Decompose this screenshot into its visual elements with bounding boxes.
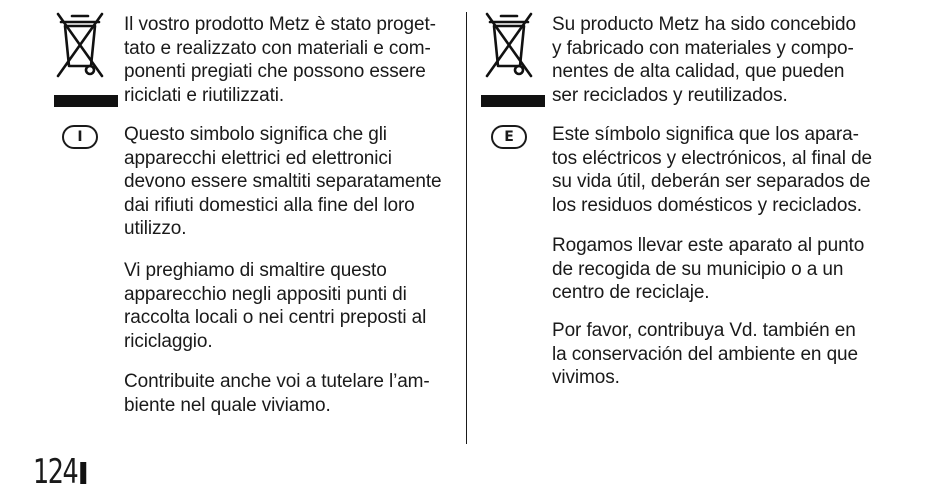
line: Su producto Metz ha sido concebido: [552, 14, 856, 35]
line: riciclaggio.: [124, 330, 213, 352]
line: Este símbolo significa que los apara-: [552, 124, 859, 145]
line: apparecchio negli appositi punti di: [124, 283, 407, 305]
line: utilizzo.: [124, 218, 187, 240]
line: riciclati e riutilizzati.: [124, 84, 285, 106]
page-number: [33, 452, 86, 492]
line: apparecchi elettrici ed elettronici: [124, 147, 392, 169]
paragraph: [552, 234, 864, 305]
page-number-text: 124: [33, 452, 78, 492]
line: Por favor, contribuya Vd. también en: [552, 320, 856, 341]
line: Questo simbolo significa che gli: [124, 124, 387, 145]
line: Rogamos llevar este aparato al punto: [552, 235, 865, 256]
line: biente nel quale viviamo.: [124, 394, 331, 416]
paragraph: [552, 319, 858, 390]
line: dai rifiuti domestici alla fine del loro: [124, 194, 415, 216]
line: tos eléctricos y electrónicos, al final de: [552, 147, 873, 169]
line: centro de reciclaje.: [552, 282, 710, 304]
line: vivimos.: [552, 367, 620, 389]
line: Vi preghiamo di smaltire questo: [124, 260, 387, 281]
line: devono essere smaltiti separatamente: [124, 171, 442, 193]
language-badge: E: [491, 125, 527, 149]
language-badge: I: [62, 125, 98, 149]
paragraph: [552, 13, 856, 107]
line: la conservación del ambiente en que: [552, 343, 858, 365]
black-bar: [481, 95, 545, 107]
line: su vida útil, deberán ser separados de: [552, 171, 871, 193]
paragraph: [124, 259, 426, 353]
page-marker: [80, 462, 86, 484]
paragraph: [124, 123, 441, 241]
column-divider: [466, 12, 467, 444]
crossed-out-wheelie-bin-icon: [54, 10, 106, 80]
paragraph: [124, 370, 430, 417]
line: tato e realizzato con materiali e com-: [124, 37, 431, 59]
line: ponenti pregiati che possono essere: [124, 61, 426, 83]
line: Contribuite anche voi a tutelare l’am-: [124, 371, 430, 392]
line: raccolta locali o nei centri preposti al: [124, 307, 427, 329]
crossed-out-wheelie-bin-icon: [483, 10, 535, 80]
paragraph: [552, 123, 872, 217]
line: de recogida de su municipio o a un: [552, 258, 844, 280]
line: Il vostro prodotto Metz è stato proget-: [124, 14, 436, 35]
line: ser reciclados y reutilizados.: [552, 84, 788, 106]
line: y fabricado con materiales y compo-: [552, 37, 854, 59]
black-bar: [54, 95, 118, 107]
line: nentes de alta calidad, que pueden: [552, 61, 845, 83]
paragraph: [124, 13, 436, 107]
line: los residuos domésticos y reciclados.: [552, 194, 862, 216]
